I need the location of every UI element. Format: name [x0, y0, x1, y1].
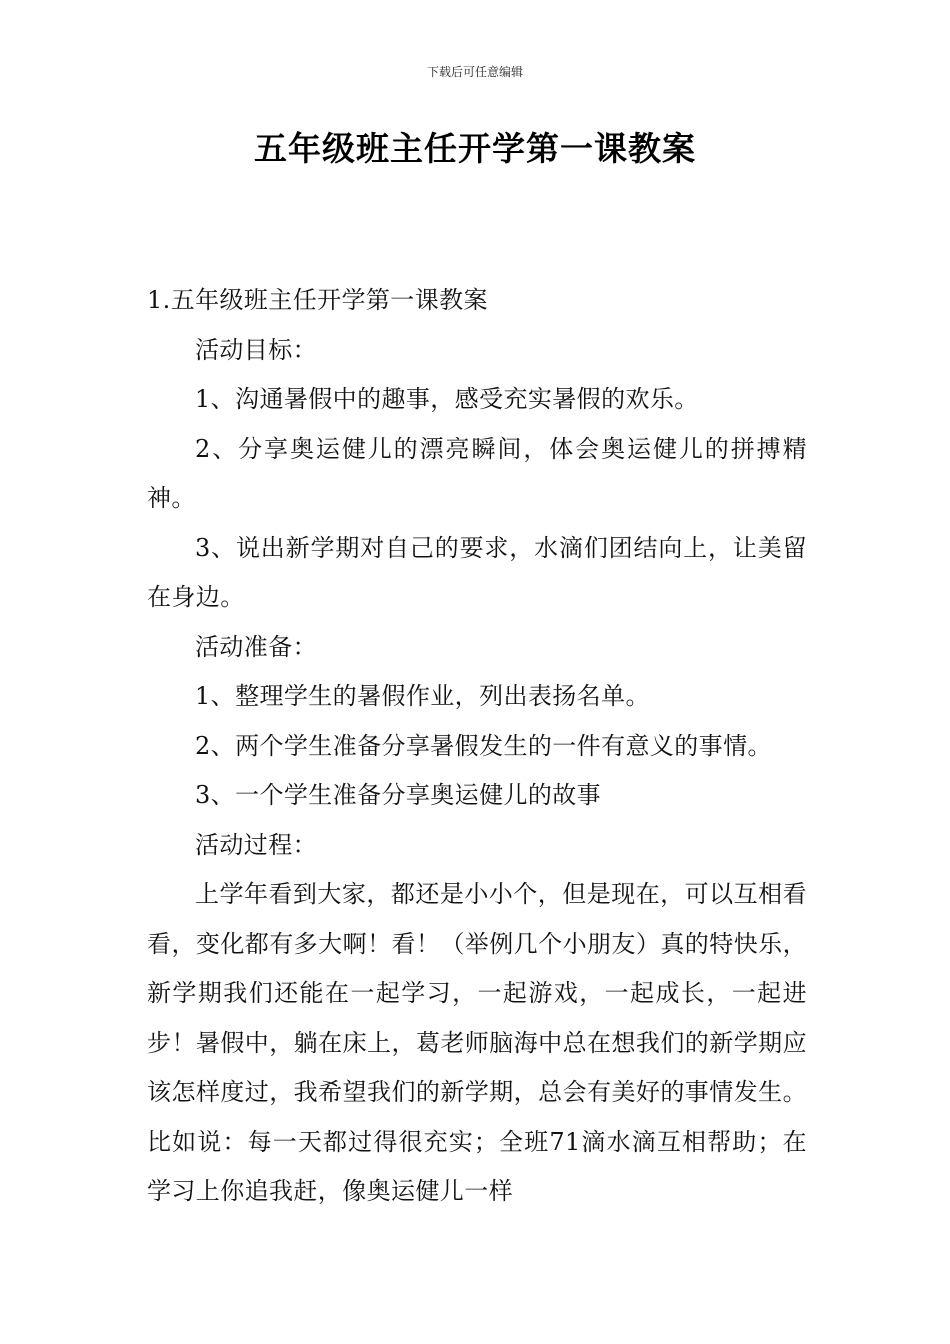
paragraph-goal-1: 1、沟通暑假中的趣事，感受充实暑假的欢乐。 — [195, 385, 699, 413]
paragraph-prep-3: 3、一个学生准备分享奥运健儿的故事 — [195, 781, 602, 809]
paragraph-process-body: 上学年看到大家，都还是小小个，但是现在，可以互相看看，变化都有多大啊！看！（举例几个小朋友）真的特快乐，新学期我们还能在一起学习，一起游戏，一起成长，一起进步！暑假中，躺在床上，葛老师脑海中总在想我们的新学期应该怎样度过，我希望我们的新学期，总会有美好的事情发生。比如说：每一天都过得很充实；全班71滴水滴互相帮助；在学习上你追我赶，像奥运健儿一样 — [147, 880, 807, 1205]
document-title: 五年级班主任开学第一课教案 — [254, 129, 696, 168]
paragraph-activity-prep-heading: 活动准备： — [195, 632, 317, 661]
paragraph-prep-2: 2、两个学生准备分享暑假发生的一件有意义的事情。 — [195, 731, 772, 760]
paragraph-activity-goals-heading: 活动目标： — [195, 335, 317, 364]
document-body — [147, 276, 807, 1217]
header-note: 下载后可任意编辑 — [426, 65, 523, 79]
section-heading: 1.五年级班主任开学第一课教案 — [147, 286, 488, 314]
paragraph-goal-3: 3、说出新学期对自己的要求，水滴们团结向上，让美留在身边。 — [147, 533, 807, 611]
paragraph-activity-process-heading: 活动过程： — [195, 830, 317, 859]
paragraph-goal-2: 2、分享奥运健儿的漂亮瞬间，体会奥运健儿的拼搏精神。 — [147, 434, 807, 512]
paragraph-prep-1: 1、整理学生的暑假作业，列出表扬名单。 — [195, 682, 650, 710]
